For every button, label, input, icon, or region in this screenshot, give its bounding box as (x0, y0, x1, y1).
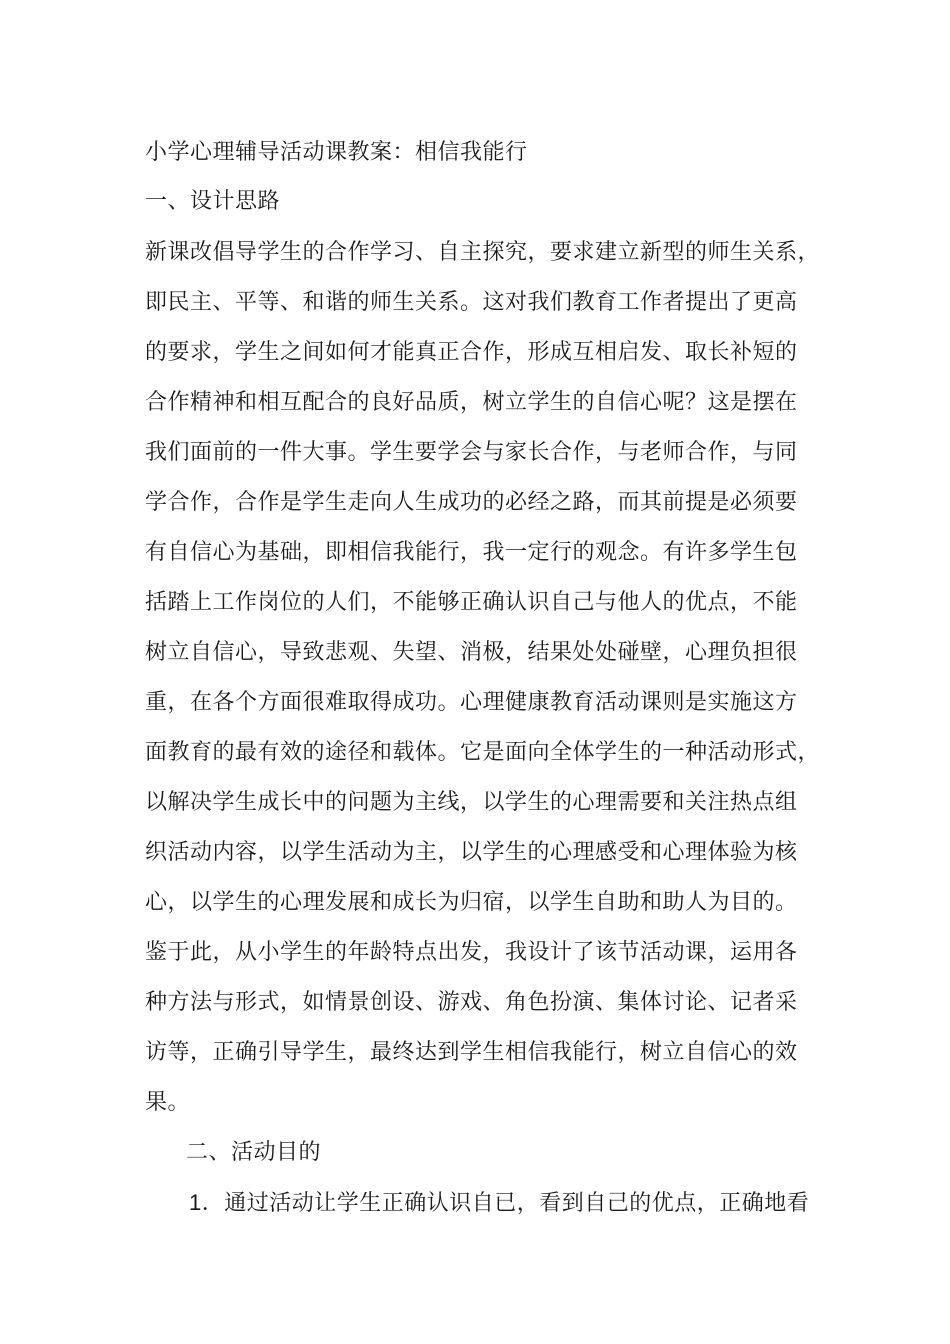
paragraph-line: 以解决学生成长中的问题为主线，以学生的心理需要和关注热点组 (145, 790, 798, 815)
paragraph-line: 访等，正确引导学生，最终达到学生相信我能行，树立自信心的效 (145, 1040, 798, 1065)
paragraph-line: 新课改倡导学生的合作学习、自主探究，要求建立新型的师生关系， (145, 240, 821, 265)
list-item-text: 通过活动让学生正确认识自已，看到自己的优点，正确地看 (224, 1191, 810, 1216)
paragraph-line: 织活动内容，以学生活动为主，以学生的心理感受和心理体验为核 (145, 840, 798, 865)
section-heading-design-ideas: 一、设计思路 (145, 189, 281, 214)
paragraph-line: 心，以学生的心理发展和成长为归宿，以学生自助和助人为目的。 (145, 890, 798, 915)
paragraph-line: 的要求，学生之间如何才能真正合作，形成互相启发、取长补短的 (145, 340, 798, 365)
paragraph-line: 即民主、平等、和谐的师生关系。这对我们教育工作者提出了更高 (145, 290, 798, 315)
paragraph-line: 树立自信心，导致悲观、失望、消极，结果处处碰壁，心理负担很 (145, 640, 798, 665)
paragraph-line: 有自信心为基础，即相信我能行，我一定行的观念。有许多学生包 (145, 540, 798, 565)
paragraph-line: 重，在各个方面很难取得成功。心理健康教育活动课则是实施这方 (145, 690, 798, 715)
document-title: 小学心理辅导活动课教案：相信我能行 (145, 140, 528, 165)
list-item-number: 1． (189, 1190, 225, 1215)
section-heading-activity-goals: 二、活动目的 (186, 1140, 322, 1165)
list-item (189, 1188, 809, 1219)
paragraph-line: 面教育的最有效的途径和载体。它是面向全体学生的一种活动形式， (145, 740, 821, 765)
paragraph-line: 种方法与形式，如情景创设、游戏、角色扮演、集体讨论、记者采 (145, 990, 798, 1015)
paragraph-line: 鉴于此，从小学生的年龄特点出发，我设计了该节活动课，运用各 (145, 940, 798, 965)
paragraph-line: 括踏上工作岗位的人们，不能够正确认识自己与他人的优点，不能 (145, 590, 798, 615)
paragraph-line: 果。 (145, 1090, 191, 1115)
paragraph-line: 我们面前的一件大事。学生要学会与家长合作，与老师合作，与同 (145, 440, 798, 465)
paragraph-line: 合作精神和相互配合的良好品质，树立学生的自信心呢？这是摆在 (145, 390, 798, 415)
paragraph-line: 学合作，合作是学生走向人生成功的必经之路，而其前提是必须要 (145, 490, 798, 515)
